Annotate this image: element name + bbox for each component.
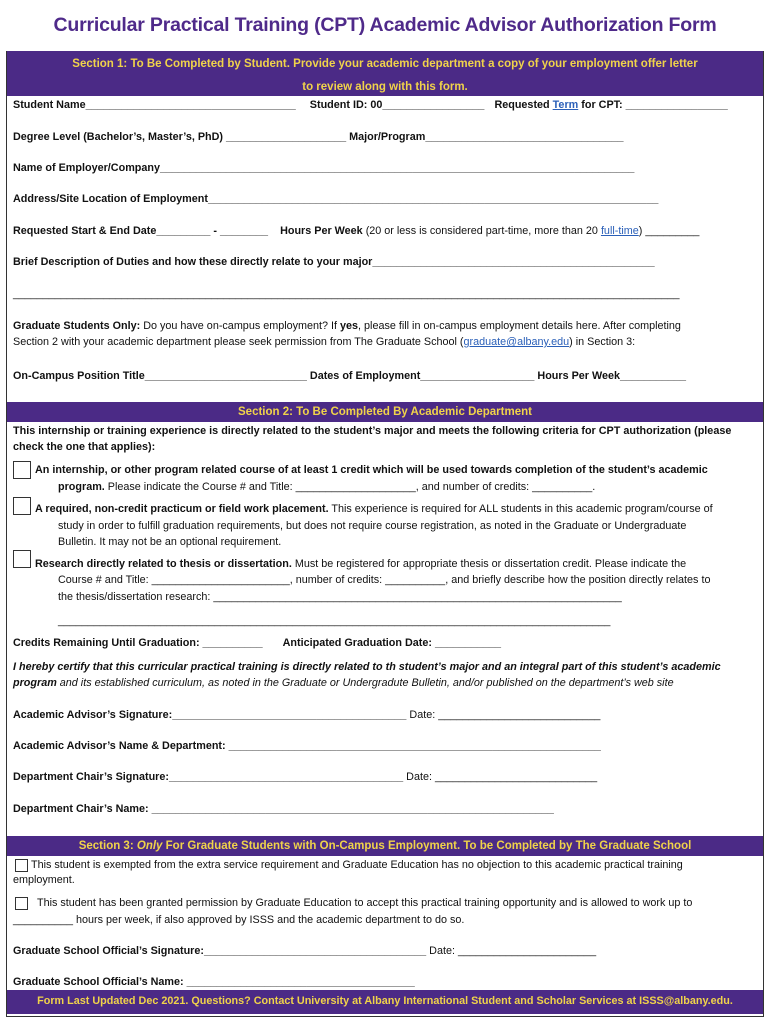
advisor-name-field[interactable]: Academic Advisor’s Name & Department: ______________________________________________________________ [13,740,601,752]
option2-line1 [35,502,760,516]
oncampus-hours-field[interactable]: Hours Per Week___________ [537,370,687,382]
footer-banner: Form Last Updated Dec 2021. Questions? Contact University at Albany International Student and Scholar Services at ISSS@albany.edu. [7,990,763,1014]
section1-banner-line2: to review along with this form. [302,81,468,93]
grad-text: Do you have on-campus employment? If [143,320,338,332]
degree-level-field[interactable]: Degree Level (Bachelor’s, Master’s, PhD) ____________________ [13,131,347,143]
credits-remaining-field[interactable]: Credits Remaining Until Graduation: __________ [13,637,263,649]
permission-checkbox[interactable] [15,897,28,910]
student-info-row [13,98,760,112]
option3-line3[interactable]: the thesis/dissertation research: ____________________________________________________________________ [58,591,622,603]
option1-text[interactable]: Please indicate the Course # and Title: ____________________, and number of credits: __________. [107,481,596,493]
certification-program: program [13,677,57,689]
option3-line2[interactable]: Course # and Title: _______________________, number of credits: __________, and briefly describe how the position directly relates to [58,574,711,586]
anticipated-graduation-field[interactable]: Anticipated Graduation Date: ___________ [282,637,502,649]
dates-row [13,224,760,238]
option1-checkbox[interactable] [13,461,31,479]
section1-banner-line1: Section 1: To Be Completed by Student. Provide your academic department a copy of your employment offer letter [72,58,698,70]
section2-intro: This internship or training experience is directly related to the student’s major and meets the following criteria for CPT authorization (please [13,425,732,437]
section3-banner [7,836,763,856]
oncampus-title-field[interactable]: On-Campus Position Title___________________________ [13,370,307,382]
official-date-field[interactable]: Date: _______________________ [429,945,597,957]
chair-signature-field[interactable]: Department Chair’s Signature:_______________________________________ [13,771,404,783]
exempt-line1: This student is exempted from the extra service requirement and Graduate Education has no objection to this academic practical training [31,859,683,871]
permission-line1: This student has been granted permission by Graduate Education to accept this practical training opportunity and is allowed to work up to [37,897,693,909]
for-cpt-field[interactable]: for CPT: _________________ [581,99,728,111]
section1-banner [7,51,763,96]
chair-signature-row [13,770,760,784]
graduate-email-link[interactable]: graduate@albany.edu [463,336,570,348]
certification-line2 [13,676,760,690]
duties-field-line2[interactable]: _______________________________________________________________________________________________________________ [13,288,680,300]
grad-text-2: , please fill in on-campus employment details here. After completing [358,320,681,332]
official-signature-field[interactable]: Graduate School Official’s Signature:_____________________________________ [13,945,427,957]
option2-checkbox[interactable] [13,497,31,515]
official-name-field[interactable]: Graduate School Official’s Name: ______________________________________ [13,976,415,988]
hours-note: (20 or less is considered part-time, more than 20 [365,225,598,237]
option1-program: program. [58,481,105,493]
hours-label: Hours Per Week [280,225,363,237]
term-link[interactable]: Term [552,99,579,111]
grad-text-3: Section 2 with your academic department please seek permission from The Graduate School ( [13,336,464,348]
hours-field[interactable]: ) _________ [638,225,700,237]
option3-text: Must be registered for appropriate thesis or dissertation credit. Please indicate the [294,558,687,570]
page-title: Curricular Practical Training (CPT) Academic Advisor Authorization Form [53,14,717,36]
section3-banner-post: For Graduate Students with On-Campus Employment. To be Completed by The Graduate School [165,840,692,852]
start-end-field[interactable]: Requested Start & End Date_________ - ________ [13,225,269,237]
grad-students-note [13,319,760,333]
section3-banner-only: Only [136,840,163,852]
permission-line2[interactable]: __________ hours per week, if also approved by ISSS and the academic department to do so. [13,914,465,926]
degree-row [13,130,760,144]
option3-line4[interactable]: ____________________________________________________________________________________________ [58,615,611,627]
option2-text: This experience is required for ALL students in this academic program/course of [331,503,713,515]
student-id-field[interactable]: Student ID: 00_________________ [309,99,485,111]
credits-row [13,636,760,650]
option2-line2: study in order to fulfill graduation requirements, but does not require course registration, as noted in the Graduate or Undergraduate [58,520,687,532]
dates-employment-field[interactable]: Dates of Employment___________________ [309,370,535,382]
section2-banner: Section 2: To Be Completed By Academic Department [7,402,763,422]
advisor-signature-row [13,708,760,722]
employer-field[interactable]: Name of Employer/Company_______________________________________________________________________________ [13,162,635,174]
option3-bold: Research directly related to thesis or dissertation. [35,558,292,570]
duties-field[interactable]: Brief Description of Duties and how these directly relate to your major_______________________________________________ [13,256,655,268]
option3-checkbox[interactable] [13,550,31,568]
section2-intro-line2: check the one that applies): [13,441,156,453]
oncampus-row [13,369,760,383]
student-name-field[interactable]: Student Name___________________________________ [13,99,296,111]
option2-line3: Bulletin. It may not be an optional requirement. [58,536,282,548]
advisor-date-field[interactable]: Date: ___________________________ [409,709,601,721]
grad-text-4: ) in Section 3: [569,336,636,348]
exempt-line2: employment. [13,874,75,886]
advisor-signature-field[interactable]: Academic Advisor’s Signature:_______________________________________ [13,709,407,721]
certification-rest: and its established curriculum, as noted in the Graduate or Undergradute Bulletin, and/or published on the department’s web site [59,677,674,689]
grad-students-note-line2 [13,335,760,349]
section3-banner-pre: Section 3: [78,840,134,852]
official-signature-row [13,944,760,958]
chair-name-field[interactable]: Department Chair’s Name: ___________________________________________________________________ [13,803,554,815]
exempt-checkbox[interactable] [15,859,28,872]
option1-bold: An internship, or other program related course of at least 1 credit which will be used towards completion of the student’s academic [35,464,708,476]
option3-line1 [35,557,760,571]
full-time-link[interactable]: full-time [600,225,639,237]
chair-date-field[interactable]: Date: ___________________________ [406,771,598,783]
option1-line2 [58,480,760,494]
option2-bold: A required, non-credit practicum or field work placement. [35,503,329,515]
major-field[interactable]: Major/Program_________________________________ [349,131,624,143]
address-field[interactable]: Address/Site Location of Employment___________________________________________________________________________ [13,193,659,205]
grad-students-label: Graduate Students Only: [13,320,141,332]
requested-label: Requested [494,99,550,111]
certification-line1: I hereby certify that this curricular practical training is directly related to th student’s major and an integral part of this student’s academic [13,661,721,673]
grad-yes: yes [340,320,359,332]
